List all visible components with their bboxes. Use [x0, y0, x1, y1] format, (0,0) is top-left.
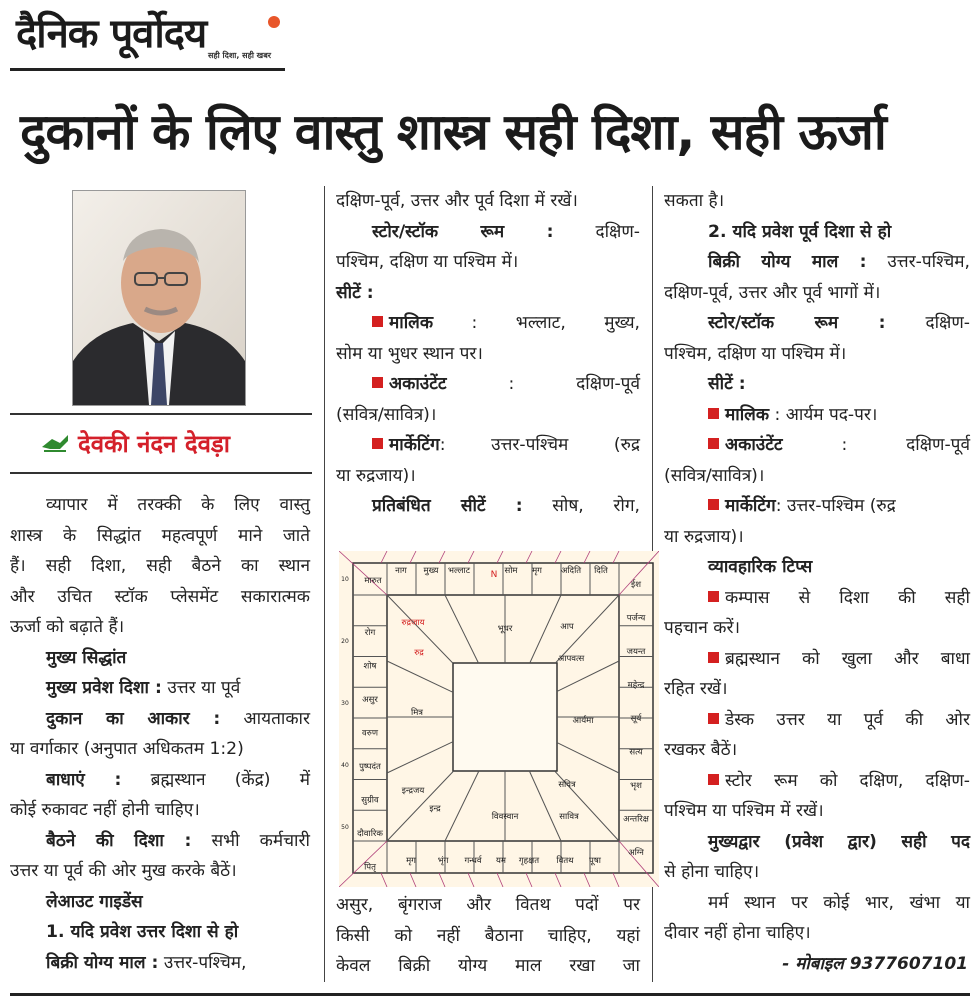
- saleable-label: बिक्री योग्य माल :: [708, 252, 867, 272]
- saleable-label: बिक्री योग्य माल :: [46, 952, 159, 973]
- article-column-1: [10, 490, 310, 978]
- red-bullet-icon: [708, 408, 719, 419]
- masthead-tagline: सही दिशा, सही खबर: [208, 51, 272, 60]
- grid-label-inner: आप: [560, 622, 574, 632]
- page-title: दुकानों के लिए वास्तु शास्त्र सही दिशा, सही ऊर्जा: [20, 103, 886, 161]
- author-portrait-icon: [73, 191, 245, 405]
- tip3-line-2: रखकर बैठें।: [664, 740, 738, 760]
- store-line-2: पश्चिम, दक्षिण या पश्चिम में।: [336, 252, 519, 272]
- red-bullet-icon: [708, 499, 719, 510]
- vastu-grid-svg: [339, 551, 659, 887]
- accountant-value: : दक्षिण-पूर्व: [508, 374, 641, 394]
- grid-label-left: असुर: [362, 695, 378, 705]
- marketing-line-2: या रुद्रजाय)।: [664, 526, 744, 547]
- intro-line: ऊर्जा को बढ़ाते हैं।: [10, 617, 125, 637]
- tips-heading: व्यावहारिक टिप्स: [708, 557, 813, 577]
- grid-label-top: भल्लाट: [447, 566, 471, 576]
- scale-tick-label: 40: [341, 762, 349, 769]
- seats-heading: सीटें :: [336, 282, 374, 303]
- marketing-line: [664, 491, 970, 522]
- grid-label-right: पर्जन्य: [626, 613, 646, 624]
- author-byline: [40, 428, 230, 458]
- grid-label-inner: भूधर: [497, 624, 513, 634]
- accountant-line-2: (सवित्र/सावित्र)।: [664, 465, 765, 486]
- restricted-line: [336, 491, 640, 522]
- article-column-2: [336, 186, 640, 522]
- tip4-line-2: पश्चिम या पश्चिम में रखें।: [664, 801, 824, 821]
- grid-label-left: रोग: [364, 628, 376, 638]
- grid-label-right: सत्य: [629, 747, 643, 758]
- tip3-line-1: डेस्क उत्तर या पूर्व की ओर: [725, 709, 970, 730]
- grid-label-corner: मारुत: [364, 576, 382, 586]
- owner-line: [336, 308, 640, 339]
- layout-heading: लेआउट गाइडेंस: [46, 891, 143, 912]
- seats-heading: सीटें :: [708, 374, 746, 394]
- grid-label-inner: आर्यमा: [572, 716, 594, 726]
- author-photo: [72, 190, 246, 406]
- grid-label-bottom: यम: [495, 856, 507, 866]
- owner-label: मालिक: [725, 404, 770, 425]
- intro-line: हैं। सही दिशा, सही बैठने का स्थान: [10, 556, 310, 576]
- tip-line: [664, 644, 970, 675]
- intro-line: शास्त्र के सिद्धांत महत्वपूर्ण माने जाते: [10, 525, 310, 546]
- case1-heading: 1. यदि प्रवेश उत्तर दिशा से हो: [46, 922, 239, 942]
- tip-line: [664, 766, 970, 797]
- grid-label-inner: विवस्वान: [491, 812, 519, 822]
- bottom-rule: [10, 993, 970, 996]
- saleable-line: [664, 247, 970, 278]
- grid-label-right: जयन्त: [626, 647, 646, 657]
- tip2-line-2: रहित रखें।: [664, 679, 728, 699]
- red-bullet-icon: [372, 438, 383, 449]
- col2-line-1: दक्षिण-पूर्व, उत्तर और पूर्व दिशा में रखें।: [336, 191, 578, 211]
- tip-line: [664, 583, 970, 614]
- saleable-value: उत्तर-पश्चिम,: [887, 252, 971, 272]
- after-grid-line: किसी को नहीं बैठाना चाहिए, यहां: [336, 925, 640, 946]
- tip4-line-1: स्टोर रूम को दक्षिण, दक्षिण-: [725, 770, 970, 791]
- column-divider: [324, 186, 325, 982]
- red-bullet-icon: [708, 591, 719, 602]
- store-label: स्टोर/स्टॉक रूम :: [708, 313, 886, 333]
- grid-label-inner: इन्द्र: [429, 804, 441, 814]
- grid-label-bottom: गन्धर्व: [464, 856, 482, 866]
- grid-label-top: नाग: [395, 566, 407, 576]
- grid-label-bottom: वितथ: [556, 856, 574, 866]
- tip1-line-1: कम्पास से दिशा की सही: [725, 587, 970, 608]
- grid-label-right: भृश: [630, 781, 642, 791]
- grid-label-inner: रुद्र: [414, 648, 424, 658]
- grid-label-inner: मित्र: [411, 708, 423, 718]
- grid-label-bottom: पूषा: [589, 856, 601, 866]
- principles-heading: मुख्य सिद्धांत: [46, 647, 127, 668]
- entrance-label: मुख्य प्रवेश दिशा :: [46, 678, 162, 698]
- marketing-label: मार्केटिंग: [725, 496, 776, 516]
- red-bullet-icon: [708, 652, 719, 663]
- shape-label: दुकान का आकार :: [46, 708, 221, 729]
- author-mobile: - मोबाइल 9377607101: [782, 953, 968, 974]
- owner-line: [664, 400, 970, 431]
- tip1-line-2: पहचान करें।: [664, 618, 741, 638]
- store-value: दक्षिण-: [595, 221, 640, 242]
- masthead-name: दैनिक पूर्वोदय: [16, 11, 207, 57]
- saleable-line-2: दक्षिण-पूर्व, उत्तर और पूर्व भागों में।: [664, 282, 881, 303]
- grid-label-inner: सावित्र: [559, 812, 579, 822]
- article-column-3: [664, 186, 970, 979]
- red-bullet-icon: [708, 438, 719, 449]
- restricted-value: सोष, रोग,: [552, 496, 640, 516]
- intro-line: व्यापार में तरक्की के लिए वास्तु: [46, 495, 310, 515]
- scale-tick-label: 50: [341, 824, 349, 831]
- grid-label-left: दौवारिक: [357, 829, 383, 839]
- grid-label-top: मृग: [532, 566, 542, 576]
- scale-tick-label: 20: [341, 638, 349, 645]
- grid-label-top: दिति: [594, 566, 608, 576]
- obstacles-line: [10, 765, 310, 796]
- after-grid-line: असुर, बृंगराज और वितथ पदों पर: [336, 895, 640, 915]
- restricted-label: प्रतिबंधित सीटें :: [372, 496, 523, 516]
- grid-label-left: शोष: [363, 661, 377, 672]
- col3-line-1: सकता है।: [664, 191, 725, 211]
- grid-label-inner: रुद्रजाय: [401, 618, 425, 628]
- scale-tick-label: 30: [341, 700, 349, 707]
- accountant-value: : दक्षिण-पूर्व: [841, 435, 971, 455]
- grid-label-right: ईश: [631, 580, 641, 590]
- grid-label-top: मुख्य: [423, 566, 439, 576]
- case2-heading: 2. यदि प्रवेश पूर्व दिशा से हो: [708, 221, 892, 242]
- vastu-grid-diagram: [339, 551, 659, 887]
- article-column-2-continued: [336, 890, 640, 982]
- door-line-1: मुख्यद्वार (प्रवेश द्वार) सही पद: [708, 831, 970, 852]
- entrance-line: [10, 673, 310, 704]
- marketing-value: : उत्तर-पश्चिम (रुद्र: [439, 435, 640, 455]
- sitting-line: [10, 826, 310, 857]
- after-grid-line: केवल बिक्री योग्य माल रखा जा: [336, 956, 640, 976]
- grid-label-bottom: मृग: [406, 856, 416, 866]
- grid-label-right: सूर्य: [630, 714, 642, 724]
- accountant-line: [664, 430, 970, 461]
- obstacles-value: ब्रह्मस्थान (केंद्र) में: [150, 769, 311, 790]
- accountant-line: [336, 369, 640, 400]
- obstacles-label: बाधाएं :: [46, 769, 122, 790]
- masthead-dot-icon: [268, 16, 280, 28]
- sitting-line-2: उत्तर या पूर्व की ओर मुख करके बैठें।: [10, 861, 237, 881]
- grid-label-top: सोम: [504, 566, 518, 576]
- red-bullet-icon: [708, 713, 719, 724]
- store-line-2: पश्चिम, दक्षिण या पश्चिम में।: [664, 343, 847, 364]
- grid-label-left: वरुण: [362, 728, 378, 739]
- accountant-line-2: (सवित्र/सावित्र)।: [336, 404, 437, 425]
- author-rule-top: [10, 413, 312, 415]
- owner-label: मालिक: [389, 313, 434, 333]
- accountant-label: अकाउंटेंट: [725, 435, 783, 455]
- shape-line-2: या वर्गाकार (अनुपात अधिकतम 1:2): [10, 739, 244, 759]
- scale-tick-label: 10: [341, 576, 349, 583]
- sitting-label: बैठने की दिशा :: [46, 830, 192, 851]
- grid-label-left: सुग्रीव: [361, 795, 379, 806]
- owner-value: : भल्लाट, मुख्य,: [471, 313, 641, 333]
- shape-line: [10, 704, 310, 735]
- grid-label-left: पुष्पदंत: [359, 762, 381, 772]
- grid-label-right: अन्तरिक्ष: [623, 814, 649, 825]
- grid-label-inner: इन्द्रजय: [401, 786, 425, 796]
- saleable-line: [10, 948, 310, 979]
- accountant-label: अकाउंटेंट: [389, 374, 447, 394]
- shape-value: आयताकार: [243, 708, 310, 729]
- author-rule-bottom: [10, 472, 312, 474]
- marketing-label: मार्केटिंग: [389, 435, 440, 455]
- store-label: स्टोर/स्टॉक रूम :: [372, 221, 554, 242]
- masthead: [10, 4, 285, 70]
- grid-label-inner: सवित्र: [558, 780, 576, 790]
- store-line: [664, 308, 970, 339]
- red-bullet-icon: [372, 377, 383, 388]
- grid-label-inner: आपवत्स: [557, 654, 585, 664]
- intro-line: और उचित स्टॉक प्लेसमेंट सकारात्मक: [10, 586, 310, 607]
- author-name: देवकी नंदन देवड़ा: [78, 429, 230, 458]
- obstacles-line-2: कोई रुकावट नहीं होनी चाहिए।: [10, 800, 200, 820]
- sitting-value: सभी कर्मचारी: [211, 830, 310, 851]
- saleable-value: उत्तर-पश्चिम,: [163, 952, 247, 973]
- marma-line-2: दीवार नहीं होना चाहिए।: [664, 923, 811, 943]
- grid-label-top: अदिति: [560, 566, 582, 576]
- tip-line: [664, 705, 970, 736]
- red-bullet-icon: [372, 316, 383, 327]
- door-line-2: से होना चाहिए।: [664, 862, 760, 882]
- grid-label-left: पितृ: [364, 862, 376, 873]
- entrance-value: उत्तर या पूर्व: [167, 678, 241, 698]
- marketing-value: : उत्तर-पश्चिम (रुद्र: [775, 496, 896, 516]
- grid-label-right: अग्नि: [628, 848, 644, 858]
- tip2-line-1: ब्रह्मस्थान को खुला और बाधा: [725, 648, 970, 669]
- store-line: [336, 217, 640, 248]
- grid-label-bottom: भृंग: [437, 856, 449, 866]
- masthead-rule: [10, 68, 285, 71]
- marma-line-1: मर्म स्थान पर कोई भार, खंभा या: [708, 892, 970, 913]
- owner-line-2: सोम या भुधर स्थान पर।: [336, 343, 483, 364]
- north-marker: N: [490, 570, 498, 580]
- grid-label-right: महेन्द्र: [627, 680, 645, 691]
- store-value: दक्षिण-: [925, 313, 970, 333]
- writing-hand-icon: [40, 433, 70, 453]
- owner-value: : आर्यम पद-पर।: [774, 404, 878, 425]
- grid-label-bottom: गृहक्षत: [518, 856, 540, 866]
- red-bullet-icon: [708, 774, 719, 785]
- marketing-line: [336, 430, 640, 461]
- marketing-line-2: या रुद्रजाय)।: [336, 465, 416, 486]
